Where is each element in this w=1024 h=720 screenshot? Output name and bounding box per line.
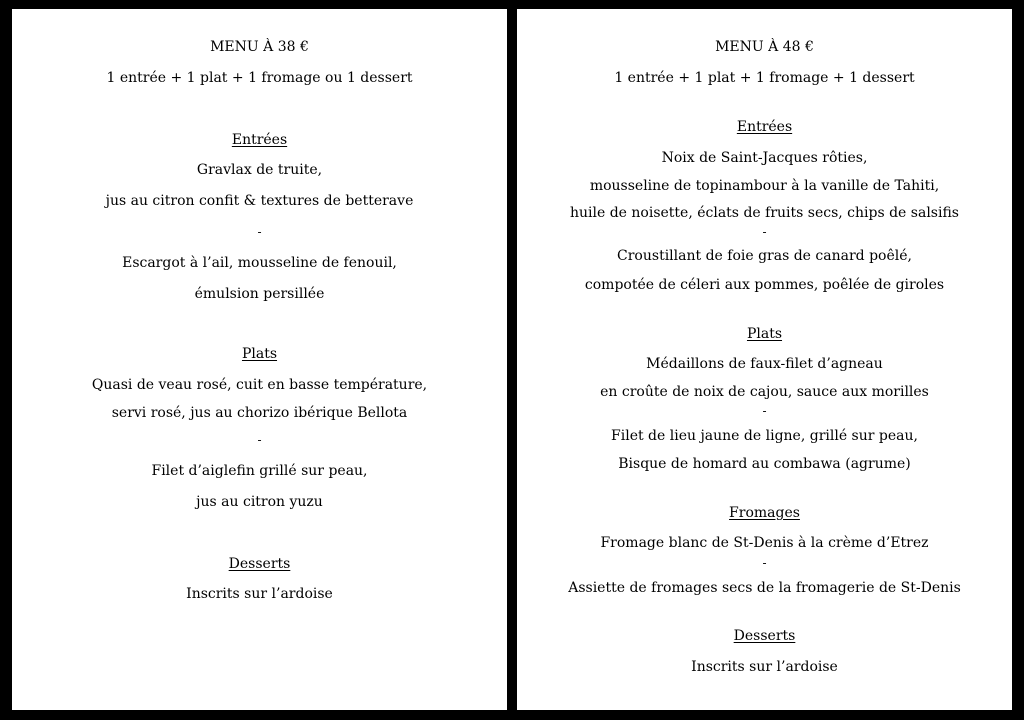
dish-line: Escargot à l’ail, mousseline de fenouil, [122, 255, 397, 271]
menu-subtitle: 1 entrée + 1 plat + 1 fromage ou 1 dessert [106, 70, 413, 86]
dish-line: Assiette de fromages secs de la fromagerie de St-Denis [568, 580, 961, 596]
dish-line: Noix de Saint-Jacques rôties, [661, 150, 868, 166]
desserts-heading: Desserts [733, 628, 796, 644]
dish-line: Fromage blanc de St-Denis à la crème d’Etrez [600, 535, 929, 551]
fromages-heading: Fromages [729, 505, 800, 521]
dish-separator: - [257, 225, 262, 239]
plats-heading: Plats [746, 326, 783, 342]
entrees-heading: Entrées [736, 119, 793, 135]
dish-line: émulsion persillée [194, 286, 325, 302]
menu-title: MENU À 48 € [715, 39, 814, 55]
dish-separator: - [257, 433, 262, 447]
dish-line: jus au citron confit & textures de betterave [105, 193, 414, 209]
desserts-text: Inscrits sur l’ardoise [691, 659, 838, 675]
dish-line: servi rosé, jus au chorizo ibérique Bellota [111, 405, 408, 421]
menu-subtitle: 1 entrée + 1 plat + 1 fromage + 1 dessert [614, 70, 915, 86]
dish-line: Bisque de homard au combawa (agrume) [618, 456, 911, 472]
dish-line: mousseline de topinambour à la vanille de Tahiti, [589, 178, 940, 194]
dish-separator: - [762, 404, 767, 418]
menu-38-page [12, 9, 507, 710]
desserts-heading: Desserts [228, 556, 291, 572]
entrees-heading: Entrées [231, 132, 288, 148]
menu-title: MENU À 38 € [210, 39, 309, 55]
dish-line: Filet de lieu jaune de ligne, grillé sur peau, [611, 428, 918, 444]
dish-line: Quasi de veau rosé, cuit en basse température, [91, 377, 428, 393]
dish-separator: - [762, 225, 767, 239]
desserts-text: Inscrits sur l’ardoise [186, 586, 333, 602]
dish-line: Filet d’aiglefin grillé sur peau, [151, 463, 368, 479]
dish-separator: - [762, 556, 767, 570]
dish-line: jus au citron yuzu [196, 494, 323, 510]
dish-line: compotée de céleri aux pommes, poêlée de giroles [584, 277, 945, 293]
plats-heading: Plats [241, 346, 278, 362]
dish-line: en croûte de noix de cajou, sauce aux morilles [600, 384, 929, 400]
dish-line: Médaillons de faux-filet d’agneau [646, 356, 883, 372]
dish-line: Croustillant de foie gras de canard poêlé, [617, 248, 912, 264]
menu-48-page [517, 9, 1012, 710]
dish-line: huile de noisette, éclats de fruits secs, chips de salsifis [569, 205, 959, 221]
dish-line: Gravlax de truite, [196, 162, 323, 178]
